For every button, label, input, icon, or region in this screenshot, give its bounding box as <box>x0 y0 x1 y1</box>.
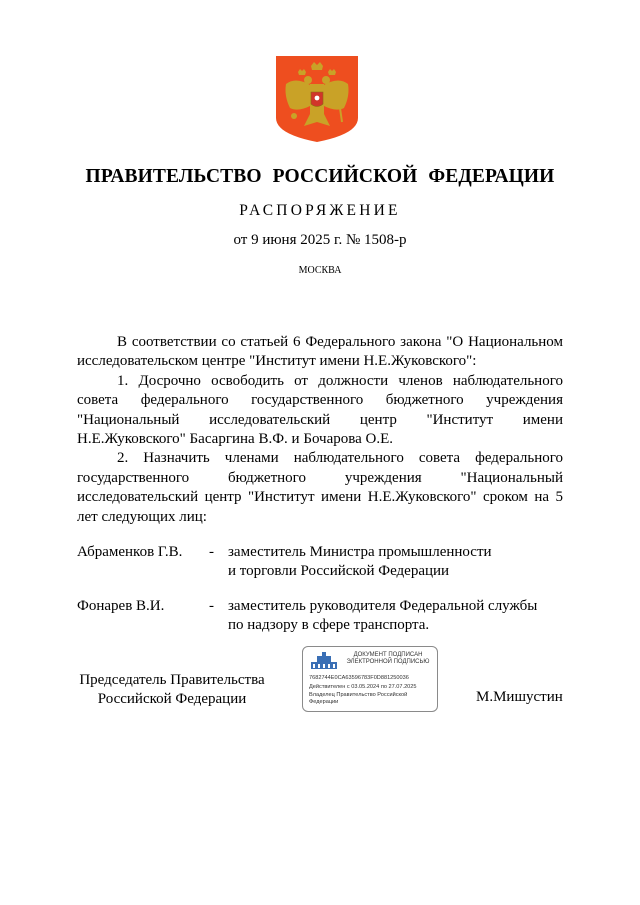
government-building-icon <box>309 652 339 670</box>
appointee-dash: - <box>209 598 214 614</box>
appointee-dash: - <box>209 544 214 560</box>
item-2-paragraph: 2. Назначить членами наблюдательного совета федерального государственного бюджетного учреждения "Национальный исследовательский центр "Институт имени Н.Е.Жуковского" сроком на 5 лет следующих лиц: <box>77 450 563 525</box>
document-date-number: от 9 июня 2025 г. № 1508-р <box>233 232 407 248</box>
electronic-signature-stamp <box>302 646 438 712</box>
item-1-paragraph: 1. Досрочно освободить от должности членов наблюдательного совета федерального государственного бюджетного учреждения "Национальный исследовательский центр "Институт имени Н.Е.Жуковского" Басаргина В.Ф. и Бочарова О.Е. <box>77 372 563 448</box>
appointee-position: заместитель руководителя Федеральной службы по надзору в сфере транспорта. <box>228 598 538 634</box>
document-city: МОСКВА <box>298 265 342 276</box>
stamp-heading: ДОКУМЕНТ ПОДПИСАН ЭЛЕКТРОННОЙ ПОДПИСЬЮ <box>346 652 430 666</box>
coat-of-arms-icon <box>276 56 358 142</box>
appointee-position: заместитель Министра промышленности и торговли Российской Федерации <box>228 544 492 580</box>
appointee-name: Фонарев В.И. <box>77 598 165 614</box>
stamp-validity: Действителен с 03.05.2024 по 27.07.2025 <box>309 684 417 690</box>
stamp-owner-cont: Федерации <box>309 699 339 705</box>
government-title: ПРАВИТЕЛЬСТВО РОССИЙСКОЙ ФЕДЕРАЦИИ <box>85 166 555 187</box>
stamp-owner: Владелец Правительство Российской <box>309 692 408 698</box>
appointee-name: Абраменков Г.В. <box>77 544 183 560</box>
signer-name: М.Мишустин <box>476 689 563 705</box>
chair-title: Председатель Правительства Российской Федерации <box>79 672 265 708</box>
preamble-paragraph: В соответствии со статьей 6 Федерального закона "О Национальном исследовательском центре "Институт имени Н.Е.Жуковского": <box>77 334 563 370</box>
stamp-certificate: 7682744E0CA63596783F0D881250036 <box>309 675 409 681</box>
document-type: РАСПОРЯЖЕНИЕ <box>239 202 401 219</box>
document-body <box>77 333 563 527</box>
